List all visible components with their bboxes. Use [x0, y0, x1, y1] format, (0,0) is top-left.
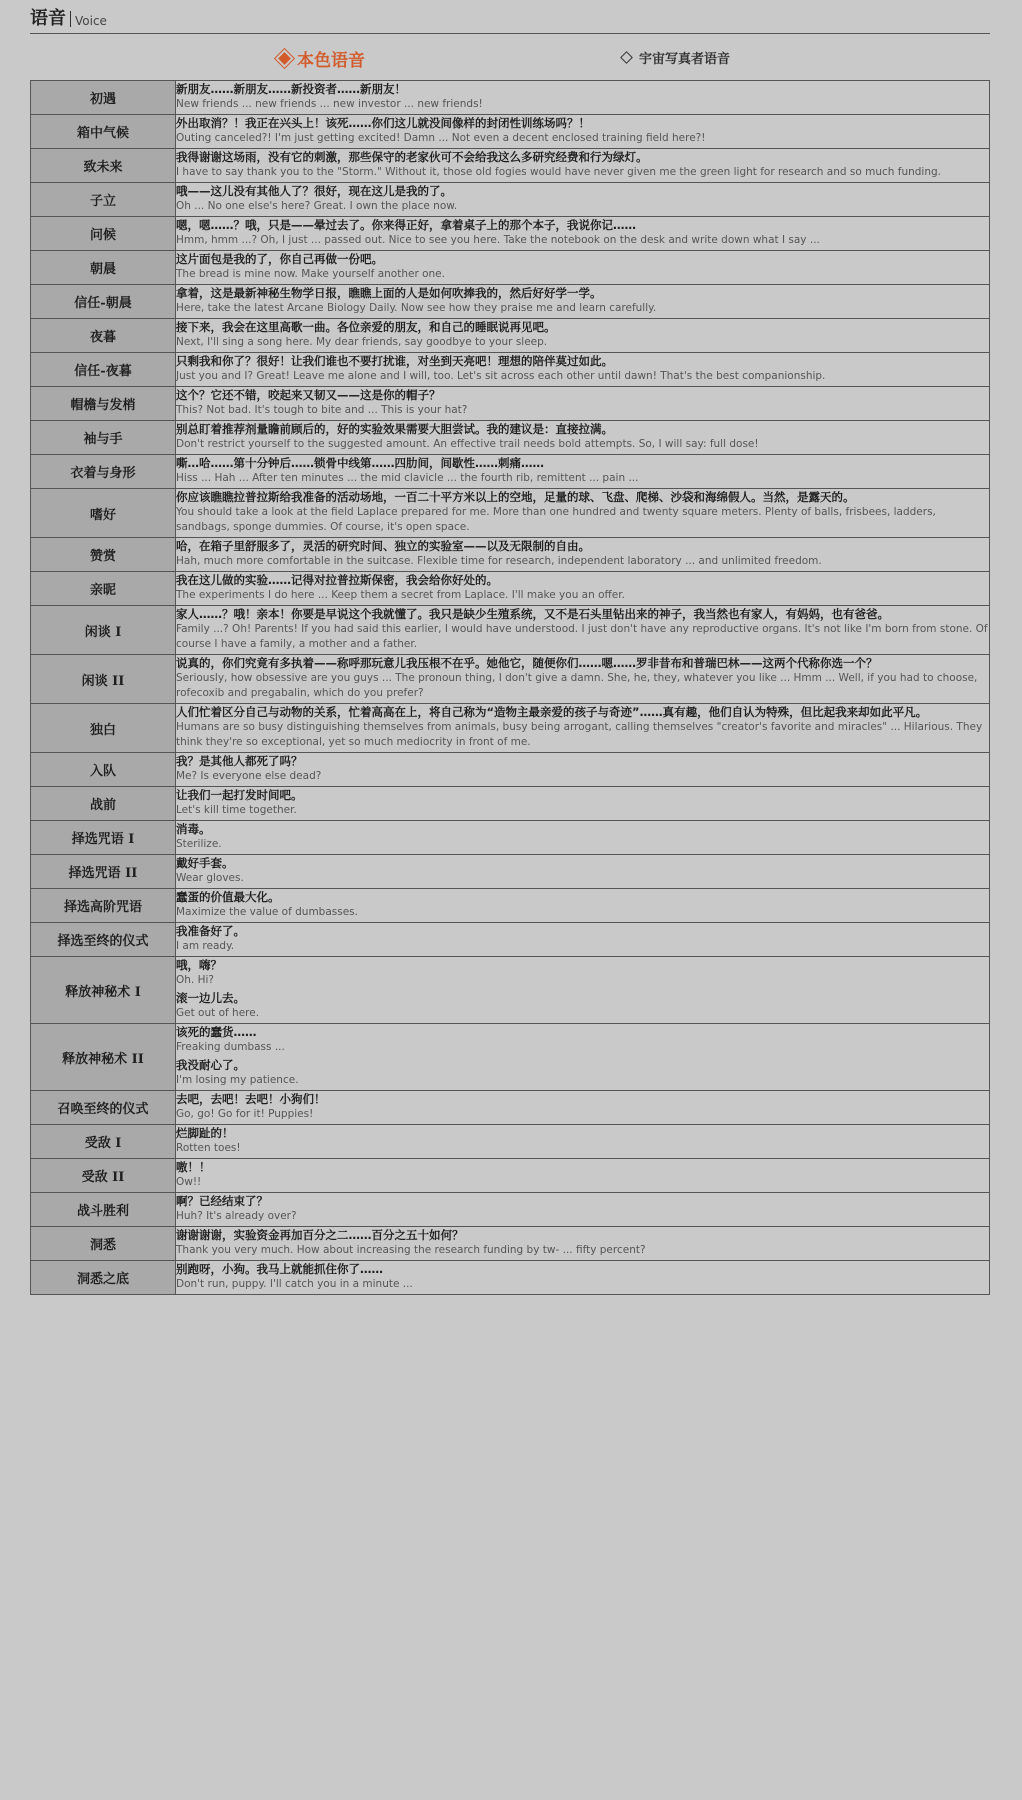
- section-subtitle: Voice: [75, 14, 107, 28]
- voice-line-english: You should take a look at the field Laplace prepared for me. More than one hundred and twenty square meters. Plenty of balls, frisbees, ladders, sandbags, sponge dummies. Of course, it's open space.: [176, 506, 936, 533]
- table-row: [31, 81, 990, 115]
- tab-original-voice[interactable]: [280, 46, 365, 71]
- voice-label: 择选至终的仪式: [31, 923, 176, 957]
- table-row: [31, 606, 990, 655]
- voice-label: 致未来: [31, 149, 176, 183]
- voice-line-chinese: 家人……？哦！亲本！你要是早说这个我就懂了。我只是缺少生殖系统，又不是石头里钻出来的神子，我当然也有家人，有妈妈，也有爸爸。: [176, 607, 889, 621]
- title-divider: [70, 11, 71, 27]
- voice-content: [176, 821, 990, 855]
- voice-line-english: Next, I'll sing a song here. My dear friends, say goodbye to your sleep.: [176, 336, 548, 348]
- voice-content: [176, 183, 990, 217]
- voice-line-chinese: 消毒。: [176, 822, 211, 836]
- voice-content: [176, 81, 990, 115]
- voice-line-chinese: 人们忙着区分自己与动物的关系，忙着高高在上，将自己称为“造物主最亲爱的孩子与奇迹”……真有趣，他们自认为特殊，但比起我来却如此平凡。: [176, 705, 928, 719]
- voice-content: [176, 1125, 990, 1159]
- voice-line-english: The bread is mine now. Make yourself another one.: [176, 268, 445, 280]
- voice-line-chinese: 该死的蠢货……: [176, 1025, 257, 1039]
- voice-content: [176, 421, 990, 455]
- voice-label: 初遇: [31, 81, 176, 115]
- voice-content: [176, 1261, 990, 1295]
- voice-line-chinese: 滚一边儿去。: [176, 991, 245, 1005]
- table-row: [31, 753, 990, 787]
- voice-line-english: Humans are so busy distinguishing themselves from animals, busy being arrogant, calling themselves "creator's favorite and miracles" ... Hilarious. They think they're so exceptional, yet so much mediocrity in front of me.: [176, 721, 983, 748]
- voice-content: [176, 1091, 990, 1125]
- table-row: [31, 217, 990, 251]
- voice-label: 闲谈 I: [31, 606, 176, 655]
- voice-line-english: I'm losing my patience.: [176, 1074, 299, 1086]
- table-row: [31, 1261, 990, 1295]
- voice-line-english: Oh. Hi?: [176, 974, 214, 986]
- voice-content: [176, 115, 990, 149]
- voice-line-chinese: 我没耐心了。: [176, 1058, 245, 1072]
- voice-content: [176, 957, 990, 1024]
- voice-line-english: Don't run, puppy. I'll catch you in a minute ...: [176, 1278, 413, 1290]
- voice-line-english: Outing canceled?! I'm just getting excited! Damn ... Not even a decent enclosed training field here?!: [176, 132, 706, 144]
- voice-line-english: Ow!!: [176, 1176, 202, 1188]
- voice-line-chinese: 去吧，去吧！去吧！小狗们！: [176, 1092, 326, 1106]
- voice-line-chinese: 让我们一起打发时间吧。: [176, 788, 303, 802]
- table-row: [31, 1091, 990, 1125]
- voice-line-chinese: 接下来，我会在这里高歌一曲。各位亲爱的朋友，和自己的睡眠说再见吧。: [176, 320, 556, 334]
- voice-label: 释放神秘术 II: [31, 1024, 176, 1091]
- voice-label: 帽檐与发梢: [31, 387, 176, 421]
- table-row: [31, 655, 990, 704]
- table-row: [31, 787, 990, 821]
- voice-line-english: Rotten toes!: [176, 1142, 241, 1154]
- voice-content: [176, 923, 990, 957]
- voice-line-chinese: 嗷！！: [176, 1160, 211, 1174]
- voice-line-english: New friends ... new friends ... new investor ... new friends!: [176, 98, 483, 110]
- table-row: [31, 1193, 990, 1227]
- voice-line-english: Oh ... No one else's here? Great. I own the place now.: [176, 200, 458, 212]
- table-row: [31, 855, 990, 889]
- voice-line-chinese: 你应该瞧瞧拉普拉斯给我准备的活动场地，一百二十平方米以上的空地，足量的球、飞盘、爬梯、沙袋和海绵假人。当然，是露天的。: [176, 490, 855, 504]
- voice-line-english: Wear gloves.: [176, 872, 244, 884]
- voice-content: [176, 489, 990, 538]
- voice-label: 闲谈 II: [31, 655, 176, 704]
- voice-line-english: Get out of here.: [176, 1007, 260, 1019]
- table-row: [31, 353, 990, 387]
- voice-line-english: Seriously, how obsessive are you guys ... The pronoun thing, I don't give a damn. She, he, they, whatever you like ... Hmm ... Well, if you had to choose, rofecoxib and pregabalin, which do you prefer?: [176, 672, 978, 699]
- voice-line-chinese: 我在这儿做的实验……记得对拉普拉斯保密，我会给你好处的。: [176, 573, 498, 587]
- voice-line-english: Maximize the value of dumbasses.: [176, 906, 358, 918]
- voice-content: [176, 1159, 990, 1193]
- voice-line-chinese: 我得谢谢这场雨，没有它的刺激，那些保守的老家伙可不会给我这么多研究经费和行为绿灯。: [176, 150, 648, 164]
- voice-label: 箱中气候: [31, 115, 176, 149]
- voice-line-chinese: 哦——这儿没有其他人了？很好，现在这儿是我的了。: [176, 184, 452, 198]
- voice-label: 释放神秘术 I: [31, 957, 176, 1024]
- voice-line-chinese: 啊？已经结束了？: [176, 1194, 268, 1208]
- table-row: [31, 821, 990, 855]
- tab-cosmic-voice[interactable]: [622, 48, 730, 67]
- table-row: [31, 387, 990, 421]
- table-row: [31, 957, 990, 1024]
- table-row: [31, 115, 990, 149]
- voice-line-chinese: 别跑呀，小狗。我马上就能抓住你了……: [176, 1262, 383, 1276]
- voice-label: 洞悉之底: [31, 1261, 176, 1295]
- voice-content: [176, 787, 990, 821]
- table-row: [31, 1159, 990, 1193]
- voice-line-chinese: 烂脚趾的！: [176, 1126, 234, 1140]
- tab-label: 宇宙写真者语音: [639, 52, 731, 67]
- voice-content: [176, 753, 990, 787]
- table-row: [31, 149, 990, 183]
- voice-content: [176, 606, 990, 655]
- voice-content: [176, 704, 990, 753]
- table-row: [31, 1125, 990, 1159]
- table-row: [31, 285, 990, 319]
- voice-line-chinese: 只剩我和你了？很好！让我们谁也不要打扰谁，对坐到天亮吧！理想的陪伴莫过如此。: [176, 354, 613, 368]
- voice-line-english: I am ready.: [176, 940, 235, 952]
- voice-line-english: Don't restrict yourself to the suggested amount. An effective trail needs bold attempts. So, I will say: full dose!: [176, 438, 759, 450]
- voice-line-chinese: 这片面包是我的了，你自己再做一份吧。: [176, 252, 383, 266]
- table-row: [31, 572, 990, 606]
- voice-label: 朝晨: [31, 251, 176, 285]
- table-row: [31, 704, 990, 753]
- voice-table: [30, 80, 990, 1295]
- voice-content: [176, 1024, 990, 1091]
- voice-content: [176, 387, 990, 421]
- table-row: [31, 538, 990, 572]
- voice-line-english: Hmm, hmm ...? Oh, I just ... passed out. Nice to see you here. Take the notebook on the desk and write down what I say ...: [176, 234, 820, 246]
- table-row: [31, 1227, 990, 1261]
- voice-label: 嗜好: [31, 489, 176, 538]
- voice-content: [176, 455, 990, 489]
- section-title: 语音: [30, 8, 66, 29]
- table-row: [31, 455, 990, 489]
- voice-content: [176, 251, 990, 285]
- voice-label: 受敌 II: [31, 1159, 176, 1193]
- voice-line-chinese: 蠢蛋的价值最大化。: [176, 890, 280, 904]
- voice-label: 信任-夜暮: [31, 353, 176, 387]
- voice-line-english: Hah, much more comfortable in the suitcase. Flexible time for research, independent laboratory ... and unlimited freedom.: [176, 555, 822, 567]
- table-row: [31, 1024, 990, 1091]
- voice-line-english: Freaking dumbass ...: [176, 1041, 285, 1053]
- voice-line-chinese: 这个？它还不错，咬起来又韧又——这是你的帽子？: [176, 388, 441, 402]
- table-row: [31, 923, 990, 957]
- voice-label: 战前: [31, 787, 176, 821]
- voice-label: 夜暮: [31, 319, 176, 353]
- table-row: [31, 421, 990, 455]
- voice-line-english: Here, take the latest Arcane Biology Daily. Now see how they praise me and learn carefully.: [176, 302, 657, 314]
- voice-label: 衣着与身形: [31, 455, 176, 489]
- voice-content: [176, 1193, 990, 1227]
- voice-label: 洞悉: [31, 1227, 176, 1261]
- voice-line-english: Family ...? Oh! Parents! If you had said this earlier, I would have understood. I just don't have any reproductive organs. It's not like I'm born from stone. Of course I have a family, a mother and a father.: [176, 623, 988, 650]
- voice-label: 择选咒语 II: [31, 855, 176, 889]
- voice-line-chinese: 说真的，你们究竟有多执着——称呼那玩意儿我压根不在乎。她他它，随便你们……嗯……罗非昔布和普瑞巴林——这两个代称你选一个？: [176, 656, 878, 670]
- voice-line-english: Thank you very much. How about increasing the research funding by tw- ... fifty percent?: [176, 1244, 646, 1256]
- voice-line-chinese: 拿着，这是最新神秘生物学日报，瞧瞧上面的人是如何吹捧我的，然后好好学一学。: [176, 286, 602, 300]
- voice-line-english: Hiss ... Hah ... After ten minutes ... the mid clavicle ... the fourth rib, remittent ... pain ...: [176, 472, 639, 484]
- voice-line-chinese: 嗯，嗯……？哦，只是——晕过去了。你来得正好，拿着桌子上的那个本子，我说你记……: [176, 218, 636, 232]
- voice-label: 择选高阶咒语: [31, 889, 176, 923]
- voice-content: [176, 855, 990, 889]
- voice-line-chinese: 我？是其他人都死了吗？: [176, 754, 303, 768]
- voice-line-chinese: 嘶…哈……第十分钟后……锁骨中线第……四肋间，间歇性……刺痛……: [176, 456, 544, 470]
- voice-line-english: I have to say thank you to the "Storm." Without it, those old fogies would have never given me the green light for research and so much funding.: [176, 166, 941, 178]
- voice-content: [176, 149, 990, 183]
- voice-content: [176, 572, 990, 606]
- voice-line-english: Go, go! Go for it! Puppies!: [176, 1108, 314, 1120]
- voice-content: [176, 217, 990, 251]
- voice-line-english: This? Not bad. It's tough to bite and ... This is your hat?: [176, 404, 468, 416]
- table-row: [31, 183, 990, 217]
- voice-content: [176, 285, 990, 319]
- voice-content: [176, 655, 990, 704]
- voice-label: 入队: [31, 753, 176, 787]
- voice-label: 子立: [31, 183, 176, 217]
- diamond-outline-icon: [620, 51, 633, 64]
- voice-line-english: Huh? It's already over?: [176, 1210, 297, 1222]
- voice-tabs: [30, 34, 990, 80]
- voice-content: [176, 319, 990, 353]
- table-row: [31, 251, 990, 285]
- voice-line-english: Let's kill time together.: [176, 804, 297, 816]
- voice-content: [176, 1227, 990, 1261]
- voice-line-english: The experiments I do here ... Keep them a secret from Laplace. I'll make you an offer.: [176, 589, 625, 601]
- voice-label: 问候: [31, 217, 176, 251]
- voice-label: 受敌 I: [31, 1125, 176, 1159]
- voice-label: 亲昵: [31, 572, 176, 606]
- voice-line-chinese: 谢谢谢谢，实验资金再加百分之二……百分之五十如何？: [176, 1228, 464, 1242]
- voice-line-chinese: 新朋友……新朋友……新投资者……新朋友！: [176, 82, 406, 96]
- section-header: [30, 0, 990, 34]
- voice-label: 战斗胜利: [31, 1193, 176, 1227]
- voice-line-english: Me? Is everyone else dead?: [176, 770, 322, 782]
- voice-line-chinese: 哦，嗨？: [176, 958, 222, 972]
- voice-label: 召唤至终的仪式: [31, 1091, 176, 1125]
- voice-label: 信任-朝晨: [31, 285, 176, 319]
- table-row: [31, 889, 990, 923]
- table-row: [31, 319, 990, 353]
- voice-label: 择选咒语 I: [31, 821, 176, 855]
- voice-line-chinese: 我准备好了。: [176, 924, 245, 938]
- tab-label: 本色语音: [297, 51, 365, 71]
- voice-line-chinese: 外出取消？！我正在兴头上！该死……你们这儿就没间像样的封闭性训练场吗？！: [176, 116, 590, 130]
- voice-line-english: Just you and I? Great! Leave me alone and I will, too. Let's sit across each other until dawn! That's the best companionship.: [176, 370, 826, 382]
- voice-content: [176, 889, 990, 923]
- voice-line-chinese: 戴好手套。: [176, 856, 234, 870]
- voice-label: 独白: [31, 704, 176, 753]
- diamond-filled-icon: [278, 52, 291, 65]
- voice-content: [176, 353, 990, 387]
- voice-line-english: Sterilize.: [176, 838, 222, 850]
- table-row: [31, 489, 990, 538]
- voice-content: [176, 538, 990, 572]
- voice-label: 袖与手: [31, 421, 176, 455]
- voice-label: 赞赏: [31, 538, 176, 572]
- voice-line-chinese: 哈，在箱子里舒服多了，灵活的研究时间、独立的实验室——以及无限制的自由。: [176, 539, 590, 553]
- voice-line-chinese: 别总盯着推荐剂量瞻前顾后的，好的实验效果需要大胆尝试。我的建议是：直接拉满。: [176, 422, 613, 436]
- voice-section: [30, 0, 990, 1295]
